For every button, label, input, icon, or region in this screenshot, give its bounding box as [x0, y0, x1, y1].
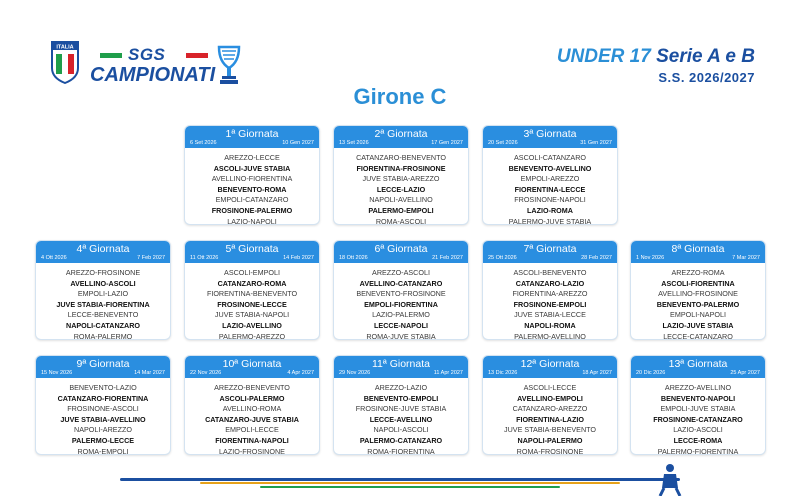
ritorno-date: 14 Mar 2027 — [134, 370, 165, 376]
player-silhouette-icon — [650, 462, 690, 496]
match-item: AVELLINO-FROSINONE — [658, 289, 738, 299]
ritorno-date: 11 Apr 2027 — [433, 370, 463, 376]
match-list — [483, 148, 617, 225]
match-item: AREZZO-ASCOLI — [372, 268, 430, 277]
match-item: LECCE-CATANZARO — [663, 331, 733, 340]
match-item: ASCOLI-FIORENTINA — [661, 278, 735, 288]
giornata-title: 5ª Giornata — [225, 243, 279, 255]
match-item: BENEVENTO-LAZIO — [69, 383, 137, 392]
ritorno-date: 21 Feb 2027 — [432, 255, 463, 261]
match-item: BENEVENTO-NAPOLI — [660, 393, 736, 403]
match-item: PALERMO-AREZZO — [218, 331, 286, 340]
ritorno-date: 7 Feb 2027 — [137, 255, 165, 261]
match-item: LECCE-BENEVENTO — [67, 310, 139, 320]
footer-stripe-blue — [120, 478, 680, 481]
serie-label: Serie A e B — [656, 46, 755, 67]
sgs-logo — [90, 45, 220, 89]
trophy-icon — [216, 44, 242, 88]
match-item: NAPOLI-AREZZO — [74, 425, 132, 435]
giornata-card — [184, 125, 320, 225]
giornata-title: 7ª Giornata — [523, 243, 577, 255]
match-item: BENEVENTO-AVELLINO — [508, 163, 592, 173]
match-item: AVELLINO-ROMA — [222, 404, 282, 414]
match-item: FIORENTINA-NAPOLI — [215, 435, 289, 445]
match-list — [334, 263, 468, 340]
match-item: JUVE STABIA-AVELLINO — [60, 414, 146, 424]
match-item: FIORENTINA-FROSINONE — [356, 163, 446, 173]
ritorno-date: 10 Gen 2027 — [282, 140, 314, 146]
ritorno-date: 14 Feb 2027 — [283, 255, 314, 261]
match-item: PALERMO-FIORENTINA — [657, 446, 739, 455]
giornata-header — [631, 241, 765, 263]
match-item: AREZZO-LECCE — [224, 153, 280, 162]
ritorno-date: 28 Feb 2027 — [581, 255, 612, 261]
footer-stripe-green — [260, 486, 560, 488]
giornata-header — [36, 241, 170, 263]
match-item: JUVE STABIA-NAPOLI — [214, 310, 290, 320]
match-item: FROSINONE-LECCE — [217, 299, 287, 309]
match-list — [334, 148, 468, 225]
match-item: EMPOLI-JUVE STABIA — [660, 404, 736, 414]
andata-date: 13 Set 2026 — [339, 140, 369, 146]
match-item: LAZIO-ROMA — [527, 205, 573, 215]
match-item: NAPOLI-AVELLINO — [369, 195, 433, 205]
match-item: JUVE STABIA-BENEVENTO — [504, 425, 596, 435]
flag-green-bar — [100, 53, 122, 58]
match-item: LECCE-NAPOLI — [374, 320, 428, 330]
match-item: EMPOLI-AREZZO — [520, 174, 580, 184]
andata-date: 1 Nov 2026 — [636, 255, 665, 261]
giornata-title: 6ª Giornata — [374, 243, 428, 255]
match-item: ASCOLI-EMPOLI — [224, 268, 280, 277]
match-item: AVELLINO-EMPOLI — [517, 393, 583, 403]
match-item: LECCE-AVELLINO — [369, 414, 433, 424]
ritorno-date: 31 Gen 2027 — [580, 140, 612, 146]
sgs-text: SGS — [128, 45, 166, 64]
giornata-title: 12ª Giornata — [520, 358, 580, 370]
match-item: CATANZARO-JUVE STABIA — [205, 414, 299, 424]
match-item: LAZIO-JUVE STABIA — [662, 320, 734, 330]
match-item: EMPOLI-FIORENTINA — [364, 299, 438, 309]
giornata-header — [185, 241, 319, 263]
giornata-title: 8ª Giornata — [671, 243, 725, 255]
figc-shield-icon — [50, 40, 80, 84]
match-item: BENEVENTO-FROSINONE — [356, 289, 446, 299]
match-item: ASCOLI-CATANZARO — [513, 153, 586, 162]
match-item: ASCOLI-LECCE — [523, 383, 577, 392]
match-list — [334, 378, 468, 455]
giornata-card — [482, 125, 618, 225]
giornata-title: 4ª Giornata — [76, 243, 130, 255]
match-list — [185, 378, 319, 455]
match-item: AREZZO-BENEVENTO — [214, 383, 290, 392]
match-item: NAPOLI-ASCOLI — [373, 425, 429, 435]
match-item: EMPOLI-CATANZARO — [215, 195, 289, 205]
match-list — [631, 378, 765, 455]
giornata-header — [185, 126, 319, 148]
match-item: AREZZO-FROSINONE — [65, 268, 141, 277]
giornata-card — [35, 240, 171, 340]
match-item: ROMA-FIORENTINA — [367, 446, 435, 455]
giornata-card — [482, 355, 618, 455]
match-item: FROSINONE-ASCOLI — [67, 404, 139, 414]
andata-date: 20 Set 2026 — [488, 140, 518, 146]
giornata-header — [483, 126, 617, 148]
match-item: AREZZO-LAZIO — [374, 383, 428, 392]
match-list — [36, 263, 170, 340]
ritorno-date: 25 Apr 2027 — [730, 370, 760, 376]
andata-date: 29 Nov 2026 — [339, 370, 371, 376]
giornata-card — [333, 355, 469, 455]
match-item: PALERMO-CATANZARO — [359, 435, 443, 445]
campionati-text: CAMPIONATI — [90, 64, 216, 86]
andata-date: 15 Nov 2026 — [41, 370, 73, 376]
match-item: FIORENTINA-AREZZO — [512, 289, 588, 299]
match-item: LAZIO-ASCOLI — [673, 425, 723, 435]
flag-red-bar — [186, 53, 208, 58]
match-item: CATANZARO-LAZIO — [515, 278, 585, 288]
andata-date: 25 Ott 2026 — [488, 255, 517, 261]
match-item: FIORENTINA-BENEVENTO — [206, 289, 298, 299]
match-list — [631, 263, 765, 340]
giornata-card — [630, 240, 766, 340]
match-item: LAZIO-AVELLINO — [222, 320, 282, 330]
giornata-card — [482, 240, 618, 340]
match-list — [185, 263, 319, 340]
match-item: ROMA-JUVE STABIA — [366, 331, 436, 340]
footer-stripe-orange — [200, 482, 620, 484]
match-item: CATANZARO-FIORENTINA — [57, 393, 149, 403]
match-item: ROMA-PALERMO — [73, 331, 133, 340]
match-item: CATANZARO-AREZZO — [512, 404, 588, 414]
andata-date: 11 Ott 2026 — [190, 255, 219, 261]
match-list — [483, 378, 617, 455]
giornata-card — [333, 125, 469, 225]
giornata-header — [334, 241, 468, 263]
match-item: ROMA-EMPOLI — [77, 446, 129, 455]
andata-date: 4 Ott 2026 — [41, 255, 67, 261]
match-item: ASCOLI-PALERMO — [219, 393, 285, 403]
match-list — [185, 148, 319, 225]
giornata-title: 1ª Giornata — [225, 128, 279, 140]
match-item: BENEVENTO-EMPOLI — [363, 393, 439, 403]
match-list — [36, 378, 170, 455]
match-item: ROMA-ASCOLI — [375, 216, 427, 225]
giornata-header — [483, 241, 617, 263]
ritorno-date: 7 Mar 2027 — [732, 255, 760, 261]
match-item: BENEVENTO-PALERMO — [656, 299, 740, 309]
match-item: JUVE STABIA-FIORENTINA — [56, 299, 150, 309]
match-item: LAZIO-FROSINONE — [219, 446, 285, 455]
match-item: ROMA-FROSINONE — [516, 446, 584, 455]
match-list — [483, 263, 617, 340]
match-item: AVELLINO-CATANZARO — [359, 278, 443, 288]
match-item: LAZIO-NAPOLI — [227, 216, 277, 225]
match-item: AREZZO-AVELLINO — [664, 383, 732, 392]
match-item: PALERMO-EMPOLI — [368, 205, 434, 215]
giornata-header — [334, 126, 468, 148]
under-label: UNDER 17 — [556, 46, 651, 67]
match-item: LECCE-LAZIO — [376, 184, 426, 194]
giornata-header — [185, 356, 319, 378]
match-item: FROSINONE-EMPOLI — [513, 299, 587, 309]
match-item: JUVE STABIA-AREZZO — [362, 174, 440, 184]
match-item: LECCE-ROMA — [673, 435, 723, 445]
giornata-card — [333, 240, 469, 340]
match-item: EMPOLI-LECCE — [225, 425, 279, 435]
match-item: CATANZARO-BENEVENTO — [356, 153, 446, 162]
match-item: NAPOLI-PALERMO — [517, 435, 583, 445]
match-item: PALERMO-JUVE STABIA — [508, 216, 592, 225]
andata-date: 18 Ott 2026 — [339, 255, 368, 261]
match-item: CATANZARO-ROMA — [217, 278, 287, 288]
andata-date: 20 Dic 2026 — [636, 370, 666, 376]
match-item: NAPOLI-CATANZARO — [66, 320, 140, 330]
match-item: JUVE STABIA-LECCE — [514, 310, 586, 320]
badge-text: ITALIA — [56, 44, 74, 51]
match-item: AVELLINO-FIORENTINA — [211, 174, 293, 184]
giornata-card — [184, 355, 320, 455]
ritorno-date: 4 Apr 2027 — [287, 370, 314, 376]
andata-date: 6 Set 2026 — [190, 140, 217, 146]
match-item: PALERMO-LECCE — [71, 435, 135, 445]
match-item: AVELLINO-ASCOLI — [70, 278, 136, 288]
match-item: FIORENTINA-LAZIO — [516, 414, 584, 424]
giornata-title: 3ª Giornata — [523, 128, 577, 140]
giornata-header — [483, 356, 617, 378]
header — [0, 0, 800, 120]
match-item: NAPOLI-ROMA — [524, 320, 576, 330]
giornata-title: 13ª Giornata — [668, 358, 728, 370]
match-item: FROSINONE-NAPOLI — [514, 195, 586, 205]
match-item: ASCOLI-BENEVENTO — [513, 268, 587, 277]
match-item: EMPOLI-LAZIO — [77, 289, 129, 299]
season-label: S.S. 2026/2027 — [658, 70, 755, 85]
match-item: FROSINONE-CATANZARO — [653, 414, 743, 424]
match-item: EMPOLI-NAPOLI — [670, 310, 726, 320]
giornata-header — [631, 356, 765, 378]
giornata-header — [334, 356, 468, 378]
match-item: BENEVENTO-ROMA — [217, 184, 287, 194]
match-item: FROSINONE-PALERMO — [211, 205, 293, 215]
ritorno-date: 18 Apr 2027 — [582, 370, 612, 376]
giornata-card — [630, 355, 766, 455]
giornata-title: 9ª Giornata — [76, 358, 130, 370]
match-item: PALERMO-AVELLINO — [514, 331, 586, 340]
andata-date: 13 Dic 2026 — [488, 370, 518, 376]
giornata-header — [36, 356, 170, 378]
match-item: FROSINONE-JUVE STABIA — [355, 404, 447, 414]
giornata-title: 11ª Giornata — [372, 358, 430, 370]
match-item: LAZIO-PALERMO — [372, 310, 430, 320]
match-item: ASCOLI-JUVE STABIA — [213, 163, 291, 173]
andata-date: 22 Nov 2026 — [190, 370, 222, 376]
competition-title — [557, 46, 755, 85]
giornata-card — [35, 355, 171, 455]
giornata-card — [184, 240, 320, 340]
giornata-title: 10ª Giornata — [222, 358, 282, 370]
match-item: AREZZO-ROMA — [671, 268, 725, 277]
giornata-title: 2ª Giornata — [374, 128, 428, 140]
ritorno-date: 17 Gen 2027 — [431, 140, 463, 146]
girone-title: Girone C — [353, 84, 447, 109]
match-item: FIORENTINA-LECCE — [514, 184, 586, 194]
